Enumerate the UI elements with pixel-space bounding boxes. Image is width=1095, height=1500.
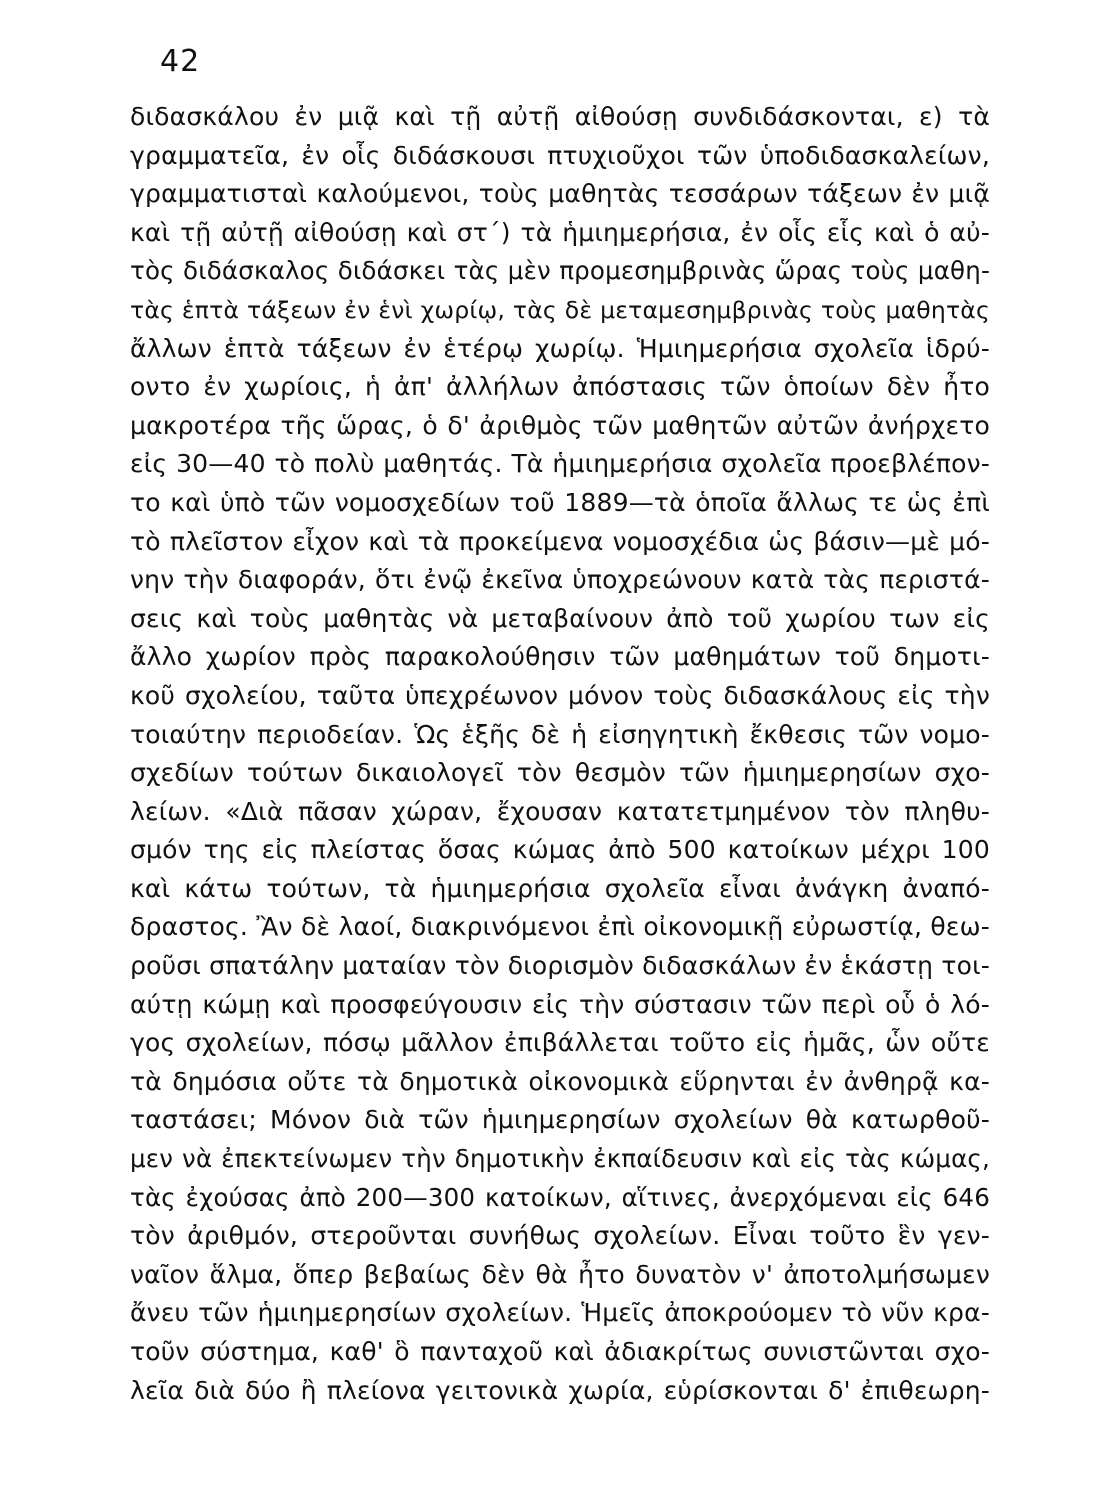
text-line: διδασκάλου ἐν μιᾷ καὶ τῇ αὐτῇ αἰθούσῃ συνδιδάσκονται, ε) τὰ bbox=[130, 102, 990, 131]
text-line: ταστάσει; Μόνον διὰ τῶν ἡμιημερησίων σχολείων θὰ κατωρθοῦ- bbox=[130, 1105, 990, 1135]
text-line: μακροτέρα τῆς ὥρας, ὁ δ' ἀριθμὸς τῶν μαθητῶν αὐτῶν ἀνήρχετο bbox=[130, 410, 990, 440]
text-line: οντο ἐν χωρίοις, ἡ ἀπ' ἀλλήλων ἀπόστασις τῶν ὁποίων δὲν ἦτο bbox=[130, 372, 990, 402]
text-line: σεις καὶ τοὺς μαθητὰς νὰ μεταβαίνουν ἀπὸ τοῦ χωρίου των εἰς bbox=[130, 603, 990, 633]
text-line: ροῦσι σπατάλην ματαίαν τὸν διορισμὸν διδασκάλων ἐν ἑκάστῃ τοι- bbox=[130, 951, 990, 981]
text-line: κοῦ σχολείου, ταῦτα ὑπεχρέωνον μόνον τοὺς διδασκάλους εἰς τὴν bbox=[130, 680, 990, 710]
text-line: ἄλλο χωρίον πρὸς παρακολούθησιν τῶν μαθημάτων τοῦ δημοτι- bbox=[130, 642, 990, 672]
text-line: τὰς ἐχούσας ἀπὸ 200—300 κατοίκων, αἵτινες, ἀνερχόμεναι εἰς 646 bbox=[130, 1182, 990, 1212]
text-line: γραμματεῖα, ἐν οἷς διδάσκουσι πτυχιοῦχοι τῶν ὑποδιδασκαλείων, bbox=[130, 140, 990, 170]
text-line: καὶ κάτω τούτων, τὰ ἡμιημερήσια σχολεῖα εἶναι ἀνάγκη ἀναπό- bbox=[130, 873, 990, 903]
body-text bbox=[130, 98, 990, 1410]
text-line: σμόν της εἰς πλείστας ὅσας κώμας ἀπὸ 500 κατοίκων μέχρι 100 bbox=[130, 835, 990, 865]
text-line: τὸν ἀριθμόν, στεροῦνται συνήθως σχολείων. Εἶναι τοῦτο ἓν γεν- bbox=[130, 1221, 990, 1251]
text-line: λεῖα διὰ δύο ἢ πλείονα γειτονικὰ χωρία, εὑρίσκονται δ' ἐπιθεωρη- bbox=[130, 1375, 990, 1405]
text-line: τοῦν σύστημα, καθ' ὃ πανταχοῦ καὶ ἀδιακρίτως συνιστῶνται σχο- bbox=[130, 1337, 990, 1366]
text-line: γραμματισταὶ καλούμενοι, τοὺς μαθητὰς τεσσάρων τάξεων ἐν μιᾷ bbox=[130, 179, 990, 209]
text-line: τοιαύτην περιοδείαν. Ὡς ἑξῆς δὲ ἡ εἰσηγητικὴ ἔκθεσις τῶν νομο- bbox=[130, 719, 990, 749]
text-line: εἰς 30—40 τὸ πολὺ μαθητάς. Τὰ ἡμιημερήσια σχολεῖα προεβλέπον- bbox=[130, 449, 990, 479]
text-line: ἄνευ τῶν ἡμιημερησίων σχολείων. Ἡμεῖς ἀποκρούομεν τὸ νῦν κρα- bbox=[130, 1298, 990, 1328]
text-line: λείων. «Διὰ πᾶσαν χώραν, ἔχουσαν κατατετμημένον τὸν πληθυ- bbox=[130, 796, 990, 826]
text-line: μεν νὰ ἐπεκτείνωμεν τὴν δημοτικὴν ἐκπαίδευσιν καὶ εἰς τὰς κώμας, bbox=[130, 1144, 990, 1174]
text-line: γος σχολείων, πόσῳ μᾶλλον ἐπιβάλλεται τοῦτο εἰς ἡμᾶς, ὧν οὔτε bbox=[130, 1028, 990, 1058]
text-line: καὶ τῇ αὐτῇ αἰθούσῃ καὶ στ΄) τὰ ἡμιημερήσια, ἐν οἷς εἷς καὶ ὁ αὐ- bbox=[130, 217, 990, 247]
text-line: τὰς ἑπτὰ τάξεων ἐν ἑνὶ χωρίῳ, τὰς δὲ μεταμεσημβρινὰς τοὺς μαθητὰς bbox=[130, 295, 990, 324]
text-line: τὰ δημόσια οὔτε τὰ δημοτικὰ οἰκονομικὰ εὕρηνται ἐν ἀνθηρᾷ κα- bbox=[130, 1066, 990, 1096]
text-line: τὸ πλεῖστον εἶχον καὶ τὰ προκείμενα νομοσχέδια ὡς βάσιν—μὲ μό- bbox=[130, 526, 990, 556]
text-line: αύτῃ κώμῃ καὶ προσφεύγουσιν εἰς τὴν σύστασιν τῶν περὶ οὗ ὁ λό- bbox=[130, 989, 990, 1019]
text-line: δραστος. Ἂν δὲ λαοί, διακρινόμενοι ἐπὶ οἰκονομικῇ εὐρωστίᾳ, θεω- bbox=[130, 912, 990, 942]
text-line: νην τὴν διαφοράν, ὅτι ἐνῷ ἐκεῖνα ὑποχρεώνουν κατὰ τὰς περιστά- bbox=[130, 565, 990, 595]
text-line: ναῖον ἅλμα, ὅπερ βεβαίως δὲν θὰ ἦτο δυνατὸν ν' ἀποτολμήσωμεν bbox=[130, 1259, 990, 1289]
text-line: σχεδίων τούτων δικαιολογεῖ τὸν θεσμὸν τῶν ἡμιημερησίων σχο- bbox=[130, 758, 990, 788]
page-number: 42 bbox=[160, 44, 201, 79]
text-line: το καὶ ὑπὸ τῶν νομοσχεδίων τοῦ 1889—τὰ ὁποῖα ἄλλως τε ὡς ἐπὶ bbox=[130, 487, 990, 517]
text-line: ἄλλων ἑπτὰ τάξεων ἐν ἑτέρῳ χωρίῳ. Ἡμιημερήσια σχολεῖα ἱδρύ- bbox=[130, 333, 990, 363]
text-line: τὸς διδάσκαλος διδάσκει τὰς μὲν προμεσημβρινὰς ὥρας τοὺς μαθη- bbox=[130, 256, 990, 286]
